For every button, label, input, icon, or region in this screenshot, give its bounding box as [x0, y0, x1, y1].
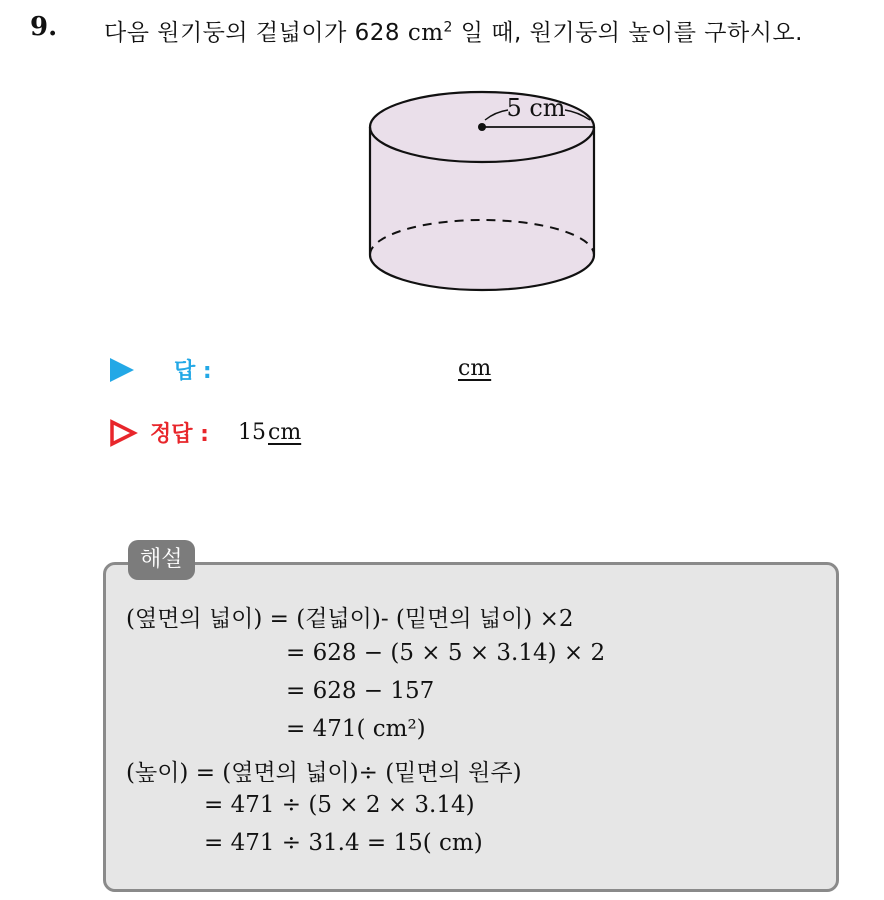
- correct-answer-row: [108, 414, 608, 454]
- solution-line-5: (높이) = (옆면의 넓이)÷ (밑면의 원주): [126, 760, 522, 786]
- solution-tag: 해설: [128, 540, 195, 580]
- correct-answer-unit: cm: [268, 420, 302, 445]
- solution-line-4: = 471( cm²): [286, 716, 426, 742]
- answer-row: [108, 350, 608, 390]
- question-text-before: 다음 원기둥의 겉넓이가 628: [104, 20, 401, 46]
- answer-arrow-icon: [108, 356, 136, 384]
- solution-line-7: = 471 ÷ 31.4 = 15( cm): [204, 830, 483, 856]
- correct-answer-label: 정답 :: [150, 422, 209, 447]
- solution-line-2: = 628 − (5 × 5 × 3.14) × 2: [286, 640, 606, 666]
- question-text-after: 일 때, 원기둥의 높이를 구하시오.: [452, 20, 803, 46]
- answer-label: 답 :: [174, 359, 212, 384]
- question-text: [104, 14, 803, 47]
- center-dot: [478, 123, 486, 131]
- correct-answer-number: 15: [238, 420, 266, 445]
- correct-answer-value: [238, 420, 301, 445]
- cylinder-figure: [360, 80, 610, 310]
- correct-answer-arrow-icon: [108, 418, 138, 448]
- answer-unit: cm: [458, 356, 492, 381]
- question-number: 9.: [30, 12, 58, 42]
- solution-line-6: = 471 ÷ (5 × 2 × 3.14): [204, 792, 475, 818]
- question-unit: cm: [407, 20, 444, 46]
- radius-label: 5 cm: [506, 94, 566, 122]
- solution-line-3: = 628 − 157: [286, 678, 435, 704]
- question-unit-exponent: 2: [443, 19, 453, 36]
- solution-line-1: (옆면의 넓이) = (겉넓이)- (밑면의 넓이) ×2: [126, 606, 574, 632]
